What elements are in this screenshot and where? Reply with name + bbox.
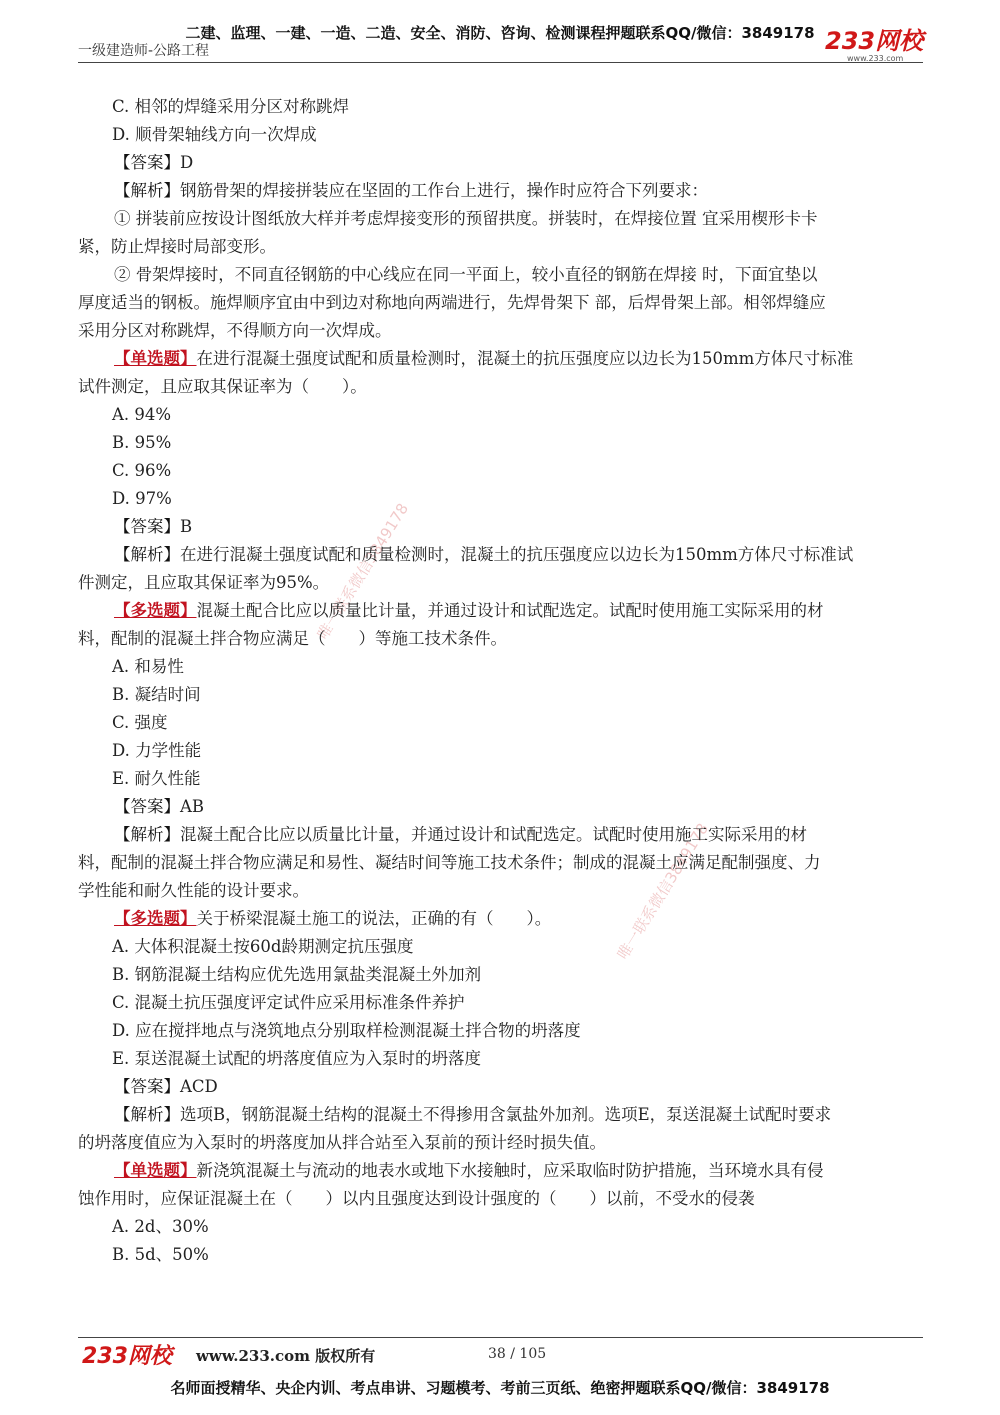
option-line: A. 大体积混凝土按60d龄期测定抗压强度 [112,937,414,956]
question-stem [78,597,923,625]
stem-text: 关于桥梁混凝土施工的说法，正确的有（ ）。 [196,909,552,928]
question-stem [78,905,923,933]
analysis-text: 紧，防止焊接时局部变形。 [78,237,276,256]
stem-text: 混凝土配合比应以质量比计量，并通过设计和试配选定。试配时使用施工实际采用的材 [196,601,824,620]
question-stem [78,345,923,373]
brand-logo [825,28,930,64]
watermark: 唯一联系微信3849178 [613,820,713,963]
question-type-tag: 【多选题】 [114,909,197,928]
analysis-text: 的坍落度值应为入泵时的坍落度加从拌合站至入泵前的预计经时损失值。 [78,1133,606,1152]
page-number: 38 / 105 [488,1346,547,1362]
option-line: D. 97% [112,489,172,508]
question-type-tag: 【单选题】 [114,349,197,368]
analysis-text: 采用分区对称跳焊，不得顺方向一次焊成。 [78,321,392,340]
answer-label: 【答案】 [114,1077,180,1096]
answer-value: AB [180,797,205,816]
answer-label: 【答案】 [114,153,180,172]
stem-text: 新浇筑混凝土与流动的地表水或地下水接触时，应采取临时防护措施，当环境水具有侵 [196,1161,824,1180]
stem-text: 在进行混凝土强度试配和质量检测时，混凝土的抗压强度应以边长为150mm方体尺寸标准 [196,349,854,368]
analysis-text: 厚度适当的钢板。施焊顺序宜由中到边对称地向两端进行，先焊骨架下 部，后焊骨架上部。相邻焊缝应 [78,293,826,312]
option-line: B. 95% [112,433,172,452]
analysis-line [78,1101,923,1129]
option-line: A. 和易性 [112,657,184,676]
analysis-text: 件测定，且应取其保证率为95%。 [78,573,330,592]
analysis-line [78,541,923,569]
analysis-text: 料，配制的混凝土拌合物应满足和易性、凝结时间等施工技术条件；制成的混凝土应满足配制强度、力 [78,853,821,872]
header-divider [78,62,923,63]
option-line: C. 混凝土抗压强度评定试件应采用标准条件养护 [112,993,465,1012]
watermark: 唯一联系微信3849178 [313,500,413,643]
option-line: B. 5d、50% [112,1245,209,1264]
analysis-label: 【解析】 [114,1105,180,1124]
document-body [78,93,923,1269]
question-type-tag: 【单选题】 [114,1161,197,1180]
analysis-text: 学性能和耐久性能的设计要求。 [78,881,309,900]
analysis-line [78,177,923,205]
answer-line [78,1073,923,1101]
option-line: B. 凝结时间 [112,685,201,704]
question-type-tag: 【多选题】 [114,601,197,620]
footer-copyright: www.233.com 版权所有 [196,1347,376,1365]
analysis-text: 选项B，钢筋混凝土结构的混凝土不得掺用含氯盐外加剂。选项E，泵送混凝土试配时要求 [180,1105,832,1124]
analysis-text: ② 骨架焊接时，不同直径钢筋的中心线应在同一平面上，较小直径的钢筋在焊接 时，下面宜垫以 [114,265,818,284]
option-line: A. 94% [112,405,172,424]
footer-divider [78,1337,923,1338]
question-stem [78,1157,923,1185]
analysis-text: 钢筋骨架的焊接拼装应在坚固的工作台上进行，操作时应符合下列要求： [180,181,708,200]
analysis-label: 【解析】 [114,545,180,564]
answer-value: B [180,517,193,536]
answer-value: D [180,153,194,172]
bottom-contact-banner: 名师面授精华、央企内训、考点串讲、习题模考、考前三页纸、绝密押题联系QQ/微信：3849178 [170,1379,830,1397]
option-line: C. 强度 [112,713,168,732]
analysis-line [78,821,923,849]
option-line: E. 耐久性能 [112,769,201,788]
answer-line [78,793,923,821]
logo-url: www.233.com [847,54,904,63]
analysis-text: ① 拼装前应按设计图纸放大样并考虑焊接变形的预留拱度。拼装时，在焊接位置 宜采用楔形卡卡 [114,209,818,228]
option-line: A. 2d、30% [112,1217,209,1236]
answer-label: 【答案】 [114,797,180,816]
analysis-label: 【解析】 [114,825,180,844]
option-line: C. 相邻的焊缝采用分区对称跳焊 [112,97,350,116]
option-line: D. 力学性能 [112,741,202,760]
answer-line [78,513,923,541]
logo-text: 233网校 [825,27,924,55]
option-line: D. 顺骨架轴线方向一次焊成 [112,125,317,144]
stem-text: 试件测定，且应取其保证率为（ ）。 [78,377,367,396]
subject-title: 一级建造师-公路工程 [78,43,210,59]
answer-line [78,149,923,177]
stem-text: 蚀作用时，应保证混凝土在（ ）以内且强度达到设计强度的（ ）以前，不受水的侵袭 [78,1189,755,1208]
option-line: C. 96% [112,461,172,480]
stem-text: 料，配制的混凝土拌合物应满足（ ）等施工技术条件。 [78,629,507,648]
option-line: B. 钢筋混凝土结构应优先选用氯盐类混凝土外加剂 [112,965,482,984]
analysis-label: 【解析】 [114,181,180,200]
analysis-text: 在进行混凝土强度试配和质量检测时，混凝土的抗压强度应以边长为150mm方体尺寸标准试 [180,545,854,564]
answer-label: 【答案】 [114,517,180,536]
analysis-text: 混凝土配合比应以质量比计量，并通过设计和试配选定。试配时使用施工实际采用的材 [180,825,807,844]
footer-logo: 233网校 [82,1344,172,1369]
answer-value: ACD [180,1077,218,1096]
option-line: E. 泵送混凝土试配的坍落度值应为入泵时的坍落度 [112,1049,482,1068]
option-line: D. 应在搅拌地点与浇筑地点分别取样检测混凝土拌合物的坍落度 [112,1021,581,1040]
top-contact-banner: 二建、监理、一建、一造、二造、安全、消防、咨询、检测课程押题联系QQ/微信：3849178 [185,24,815,42]
